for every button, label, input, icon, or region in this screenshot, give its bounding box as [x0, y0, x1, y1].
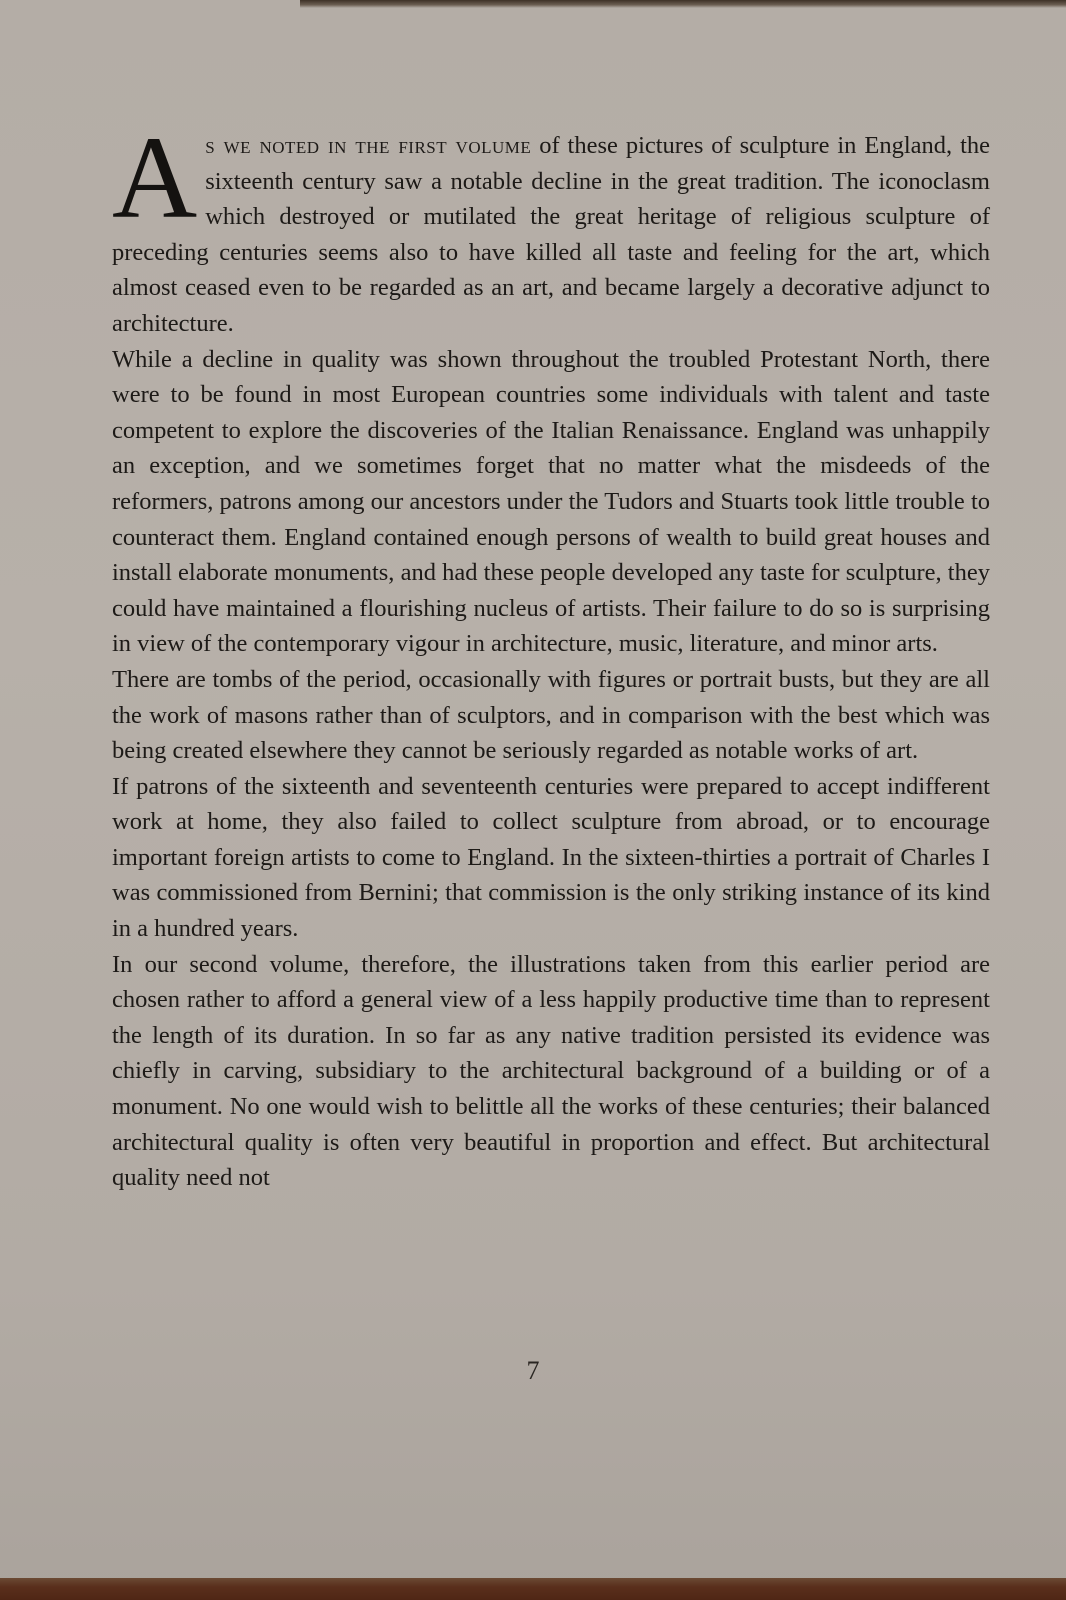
paragraph-4: If patrons of the sixteenth and seventeenth centuries were prepared to accept indifferent work at home, they also failed to collect sculpture from abroad, or to encourage important foreign artists to come to England. In the sixteen-thirties a portrait of Charles I was commissioned from Bernini; that commission is the only striking instance of its kind in a hundred years.: [112, 772, 990, 943]
page-number: 7: [526, 1356, 540, 1385]
book-cover-edge: [0, 1578, 1066, 1600]
body-text: [112, 112, 990, 1196]
opening-smallcaps: s we noted in the first volume: [205, 132, 532, 159]
paragraph-1: [112, 112, 990, 342]
paragraph-1-text: of these pictures of sculpture in England, the sixteenth century saw a notable decline in the great tradition. The iconoclasm which destroyed or mutilated the great heritage of religious sculpture of preceding centuries seems also to have killed all taste and feeling for the art, which almost ceased even to be regarded as an art, and became largely a decorative adjunct to architecture.: [112, 132, 990, 337]
paragraph-5: In our second volume, therefore, the illustrations taken from this earlier period are chosen rather to afford a general view of a less happily productive time than to represent the length of its duration. In so far as any native tradition persisted its evidence was chiefly in carving, subsidiary to the architectural background of a building or of a monument. No one would wish to belittle all the works of these centuries; their balanced architectural quality is often very beautiful in proportion and effect. But architectural quality need not: [112, 950, 990, 1192]
paragraph-3: There are tombs of the period, occasionally with figures or portrait busts, but they are all the work of masons rather than of sculptors, and in comparison with the best which was being created elsewhere they cannot be seriously regarded as notable works of art.: [112, 665, 990, 765]
paragraph-2: While a decline in quality was shown throughout the troubled Protestant North, there were to be found in most European countries some individuals with talent and taste competent to explore the discoveries of the Italian Renaissance. England was unhappily an exception, and we sometimes forget that no matter what the misdeeds of the reformers, patrons among our ancestors under the Tudors and Stuarts took little trouble to counteract them. England contained enough persons of wealth to build great houses and install elaborate monuments, and had these people developed any taste for sculpture, they could have maintained a flourishing nucleus of artists. Their failure to do so is surprising in view of the contemporary vigour in architecture, music, literature, and minor arts.: [112, 345, 990, 658]
page-top-edge-shadow: [300, 0, 1066, 8]
drop-cap: A: [112, 112, 198, 243]
